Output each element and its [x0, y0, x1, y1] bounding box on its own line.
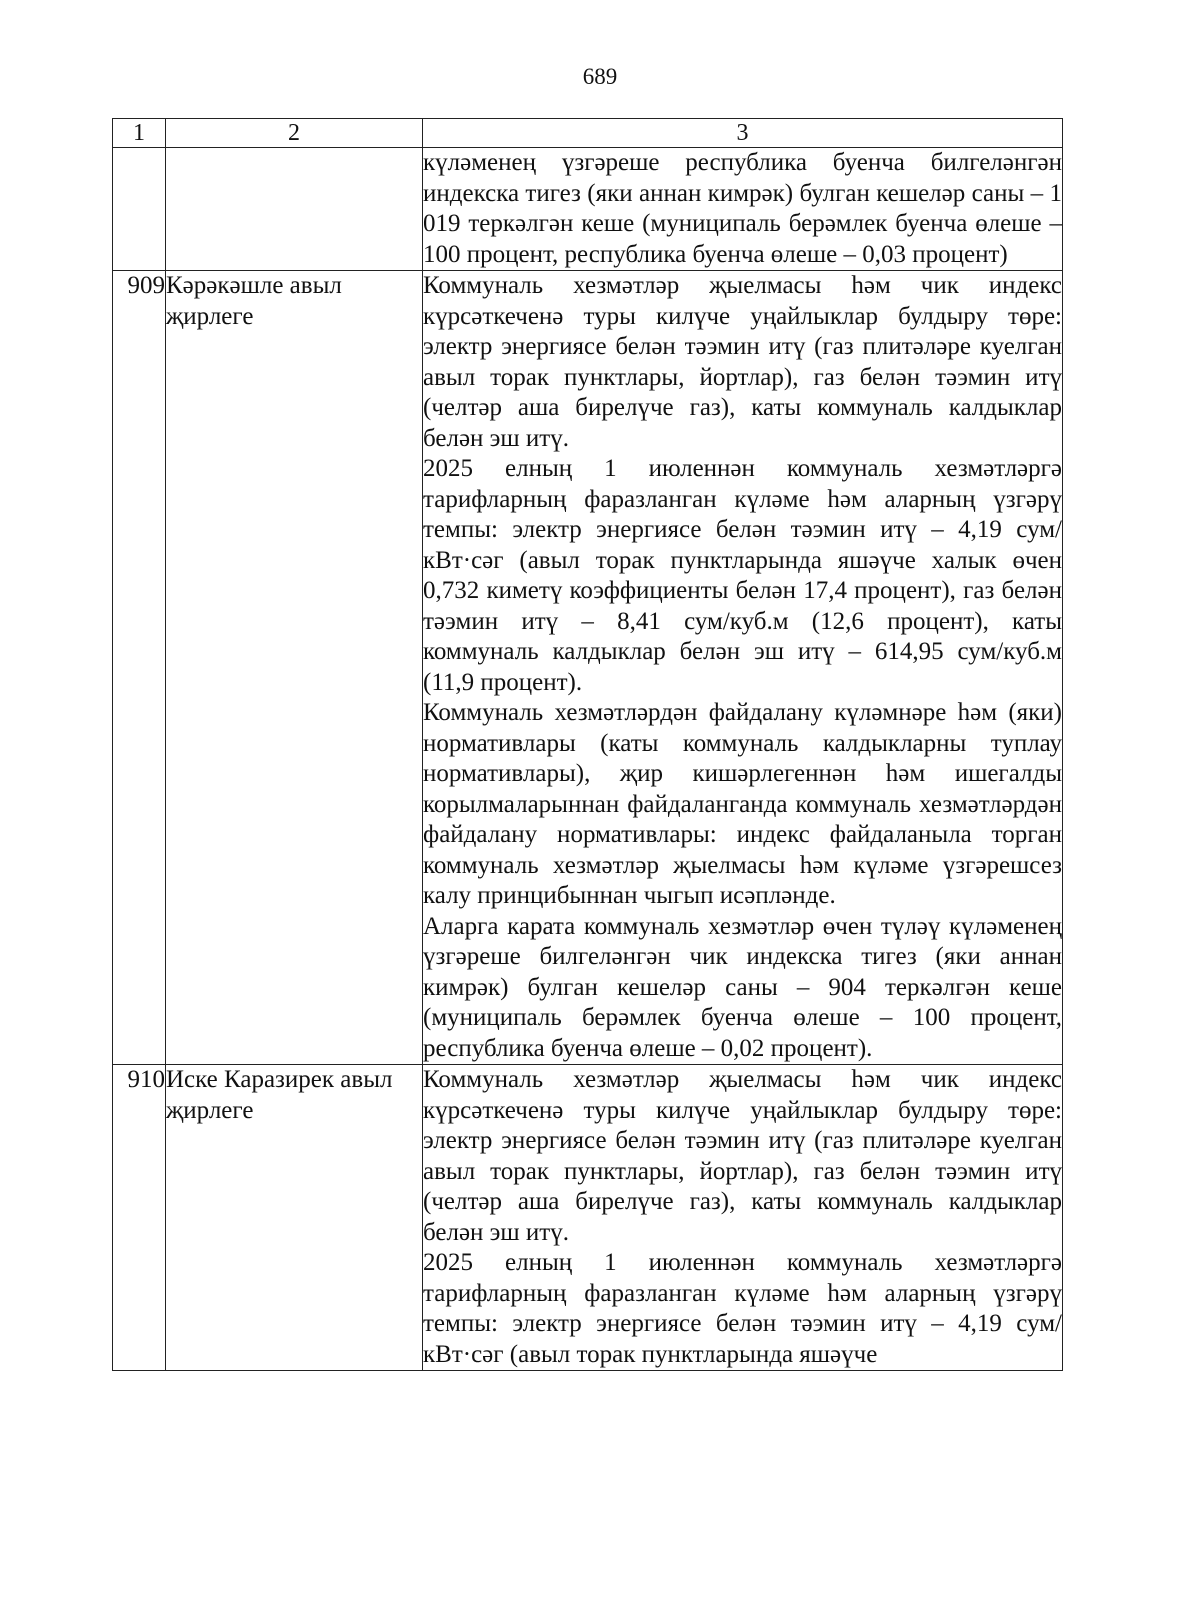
paragraph: Коммуналь хезмәтләр җыелмасы һәм чик индекс күрсәткеченә туры килүче уңайлыклар булдыру төре: электр энергиясе белән тәэмин итү (газ плитәләре куелган авыл торак пунктлары, йортлар), газ белән тәэмин итү (челтәр аша бирелүче газ), каты коммуналь калдыклар белән эш итү. [423, 1066, 1062, 1246]
paragraph: күләменең үзгәреше республика буенча билгеләнгән индекска тигез (яки аннан кимрәк) булган кешеләр саны – 1 019 теркәлгән кеше (муниципаль берәмлек буенча өлеше – 100 процент, республика буенча өлеше – 0,03 процент) [423, 149, 1062, 268]
settlement-name [166, 148, 423, 271]
row-number [113, 148, 166, 271]
table-header-row [113, 119, 1063, 148]
paragraph: 2025 елның 1 июленнән коммуналь хезмәтләргә тарифларның фаразланган күләме һәм аларның үзгәрү темпы: электр энергиясе белән тәэмин итү – 4,19 сум/кВт·сәг (авыл торак пунктларында яшәүче халык өчен 0,732 киметү коэффициенты белән 17,4 процент), газ белән тәэмин итү – 8,41 сум/куб.м (12,6 процент), каты коммуналь калдыклар белән эш итү – 614,95 сум/куб.м (11,9 процент). [423, 455, 1062, 696]
page-number: 689 [582, 64, 618, 89]
row-description [423, 1065, 1063, 1371]
paragraph: Аларга карата коммуналь хезмәтләр өчен түләү күләменең үзгәреше билгеләнгән чик индекска тигез (яки аннан кимрәк) булган кешеләр саны – 904 теркәлгән кеше (муниципаль берәмлек буенча өлеше – 100 процент, республика буенча өлеше – 0,02 процент). [423, 912, 1062, 1062]
table-row [113, 271, 1063, 1065]
paragraph: 2025 елның 1 июленнән коммуналь хезмәтләргә тарифларның фаразланган күләме һәм аларның үзгәрү темпы: электр энергиясе белән тәэмин итү – 4,19 сум/кВт·сәг (авыл торак пунктларында яшәүче [423, 1249, 1062, 1368]
row-number: 909 [113, 271, 166, 1065]
row-number: 910 [113, 1065, 166, 1371]
table-row [113, 1065, 1063, 1371]
paragraph: Коммуналь хезмәтләрдән файдалану күләмнәре һәм (яки) нормативлары (каты коммуналь калдыкларны туплау нормативлары), җир кишәрлегеннән һәм ишегалды корылмаларыннан файдаланганда коммуналь хезмәтләрдән файдалану нормативлары: индекс файдаланыла торган коммуналь хезмәтләр җыелмасы һәм күләме үзгәрешсез калу принцибыннан чыгып исәпләнде. [423, 699, 1062, 909]
table-row [113, 148, 1063, 271]
row-description [423, 271, 1063, 1065]
column-header-2: 2 [166, 119, 423, 148]
column-header-1: 1 [113, 119, 166, 148]
settlement-name: Иске Каразирек авыл җирлеге [166, 1065, 423, 1371]
column-header-3: 3 [423, 119, 1063, 148]
settlement-name: Кәрәкәшле авыл җирлеге [166, 271, 423, 1065]
document-table [112, 118, 1063, 1371]
paragraph: Коммуналь хезмәтләр җыелмасы һәм чик индекс күрсәткеченә туры килүче уңайлыклар булдыру төре: электр энергиясе белән тәэмин итү (газ плитәләре куелган авыл торак пунктлары, йортлар), газ белән тәэмин итү (челтәр аша бирелүче газ), каты коммуналь калдыклар белән эш итү. [423, 272, 1062, 452]
row-description [423, 148, 1063, 271]
